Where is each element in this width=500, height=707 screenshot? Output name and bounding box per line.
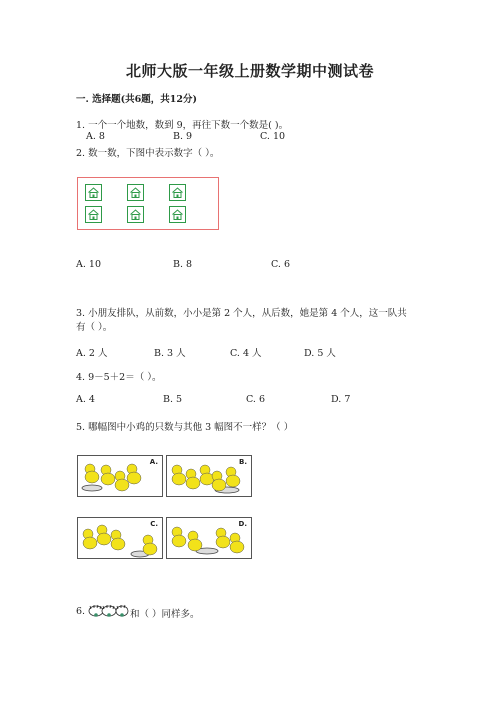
question-4-option-d: D. 7 bbox=[331, 394, 351, 405]
house-icon bbox=[85, 184, 102, 201]
question-1-option-c: C. 10 bbox=[260, 131, 286, 142]
question-1-option-b: B. 9 bbox=[173, 131, 193, 142]
question-5-text: 5. 哪幅图中小鸡的只数与其他 3 幅图不一样？（ ） bbox=[76, 422, 294, 433]
page-title: 北师大版一年级上册数学期中测试卷 bbox=[125, 62, 374, 80]
question-3-option-b: B. 3 人 bbox=[154, 348, 186, 359]
question-1-text: 1. 一个一个地数，数到 9，再往下数一个数是( )。 bbox=[76, 120, 289, 131]
question-2-option-c: C. 6 bbox=[271, 259, 291, 270]
question-3-text-line-2: 有（ ）。 bbox=[76, 322, 113, 333]
house-icon bbox=[127, 206, 144, 223]
house-icon bbox=[85, 206, 102, 223]
house-icon bbox=[127, 184, 144, 201]
zebra-icon bbox=[87, 600, 129, 624]
question-6-text: 和（ ）同样多。 bbox=[130, 609, 200, 620]
chick-panel-d bbox=[166, 517, 252, 559]
question-1-option-a: A. 8 bbox=[86, 131, 105, 142]
chick-panel-a bbox=[77, 455, 163, 497]
question-6-number: 6. bbox=[76, 606, 86, 617]
question-3-option-a: A. 2 人 bbox=[76, 348, 108, 359]
question-3-option-c: C. 4 人 bbox=[230, 348, 262, 359]
question-3-option-d: D. 5 人 bbox=[304, 348, 336, 359]
question-2-option-a: A. 10 bbox=[76, 259, 101, 270]
question-3-text-line-1: 3. 小朋友排队，从前数，小小是第 2 个人，从后数，她是第 4 个人，这一队共 bbox=[76, 308, 407, 319]
panel-label-d: D. bbox=[238, 520, 247, 528]
question-2-option-b: B. 8 bbox=[173, 259, 193, 270]
house-icon bbox=[169, 206, 186, 223]
house-icon bbox=[169, 184, 186, 201]
question-4-option-a: A. 4 bbox=[76, 394, 95, 405]
question-4-option-b: B. 5 bbox=[163, 394, 183, 405]
question-2-text: 2. 数一数，下图中表示数字（ ）。 bbox=[76, 148, 220, 159]
panel-label-b: B. bbox=[239, 458, 247, 466]
section-heading: 一. 选择题(共6题，共12分) bbox=[76, 94, 197, 105]
panel-label-c: C. bbox=[150, 520, 158, 528]
chick-panel-c bbox=[77, 517, 163, 559]
houses-figure bbox=[77, 177, 219, 230]
panel-label-a: A. bbox=[149, 458, 158, 466]
chick-panel-b bbox=[166, 455, 252, 497]
question-4-text: 4. 9－5＋2＝（ ）。 bbox=[76, 372, 162, 383]
question-4-option-c: C. 6 bbox=[246, 394, 266, 405]
